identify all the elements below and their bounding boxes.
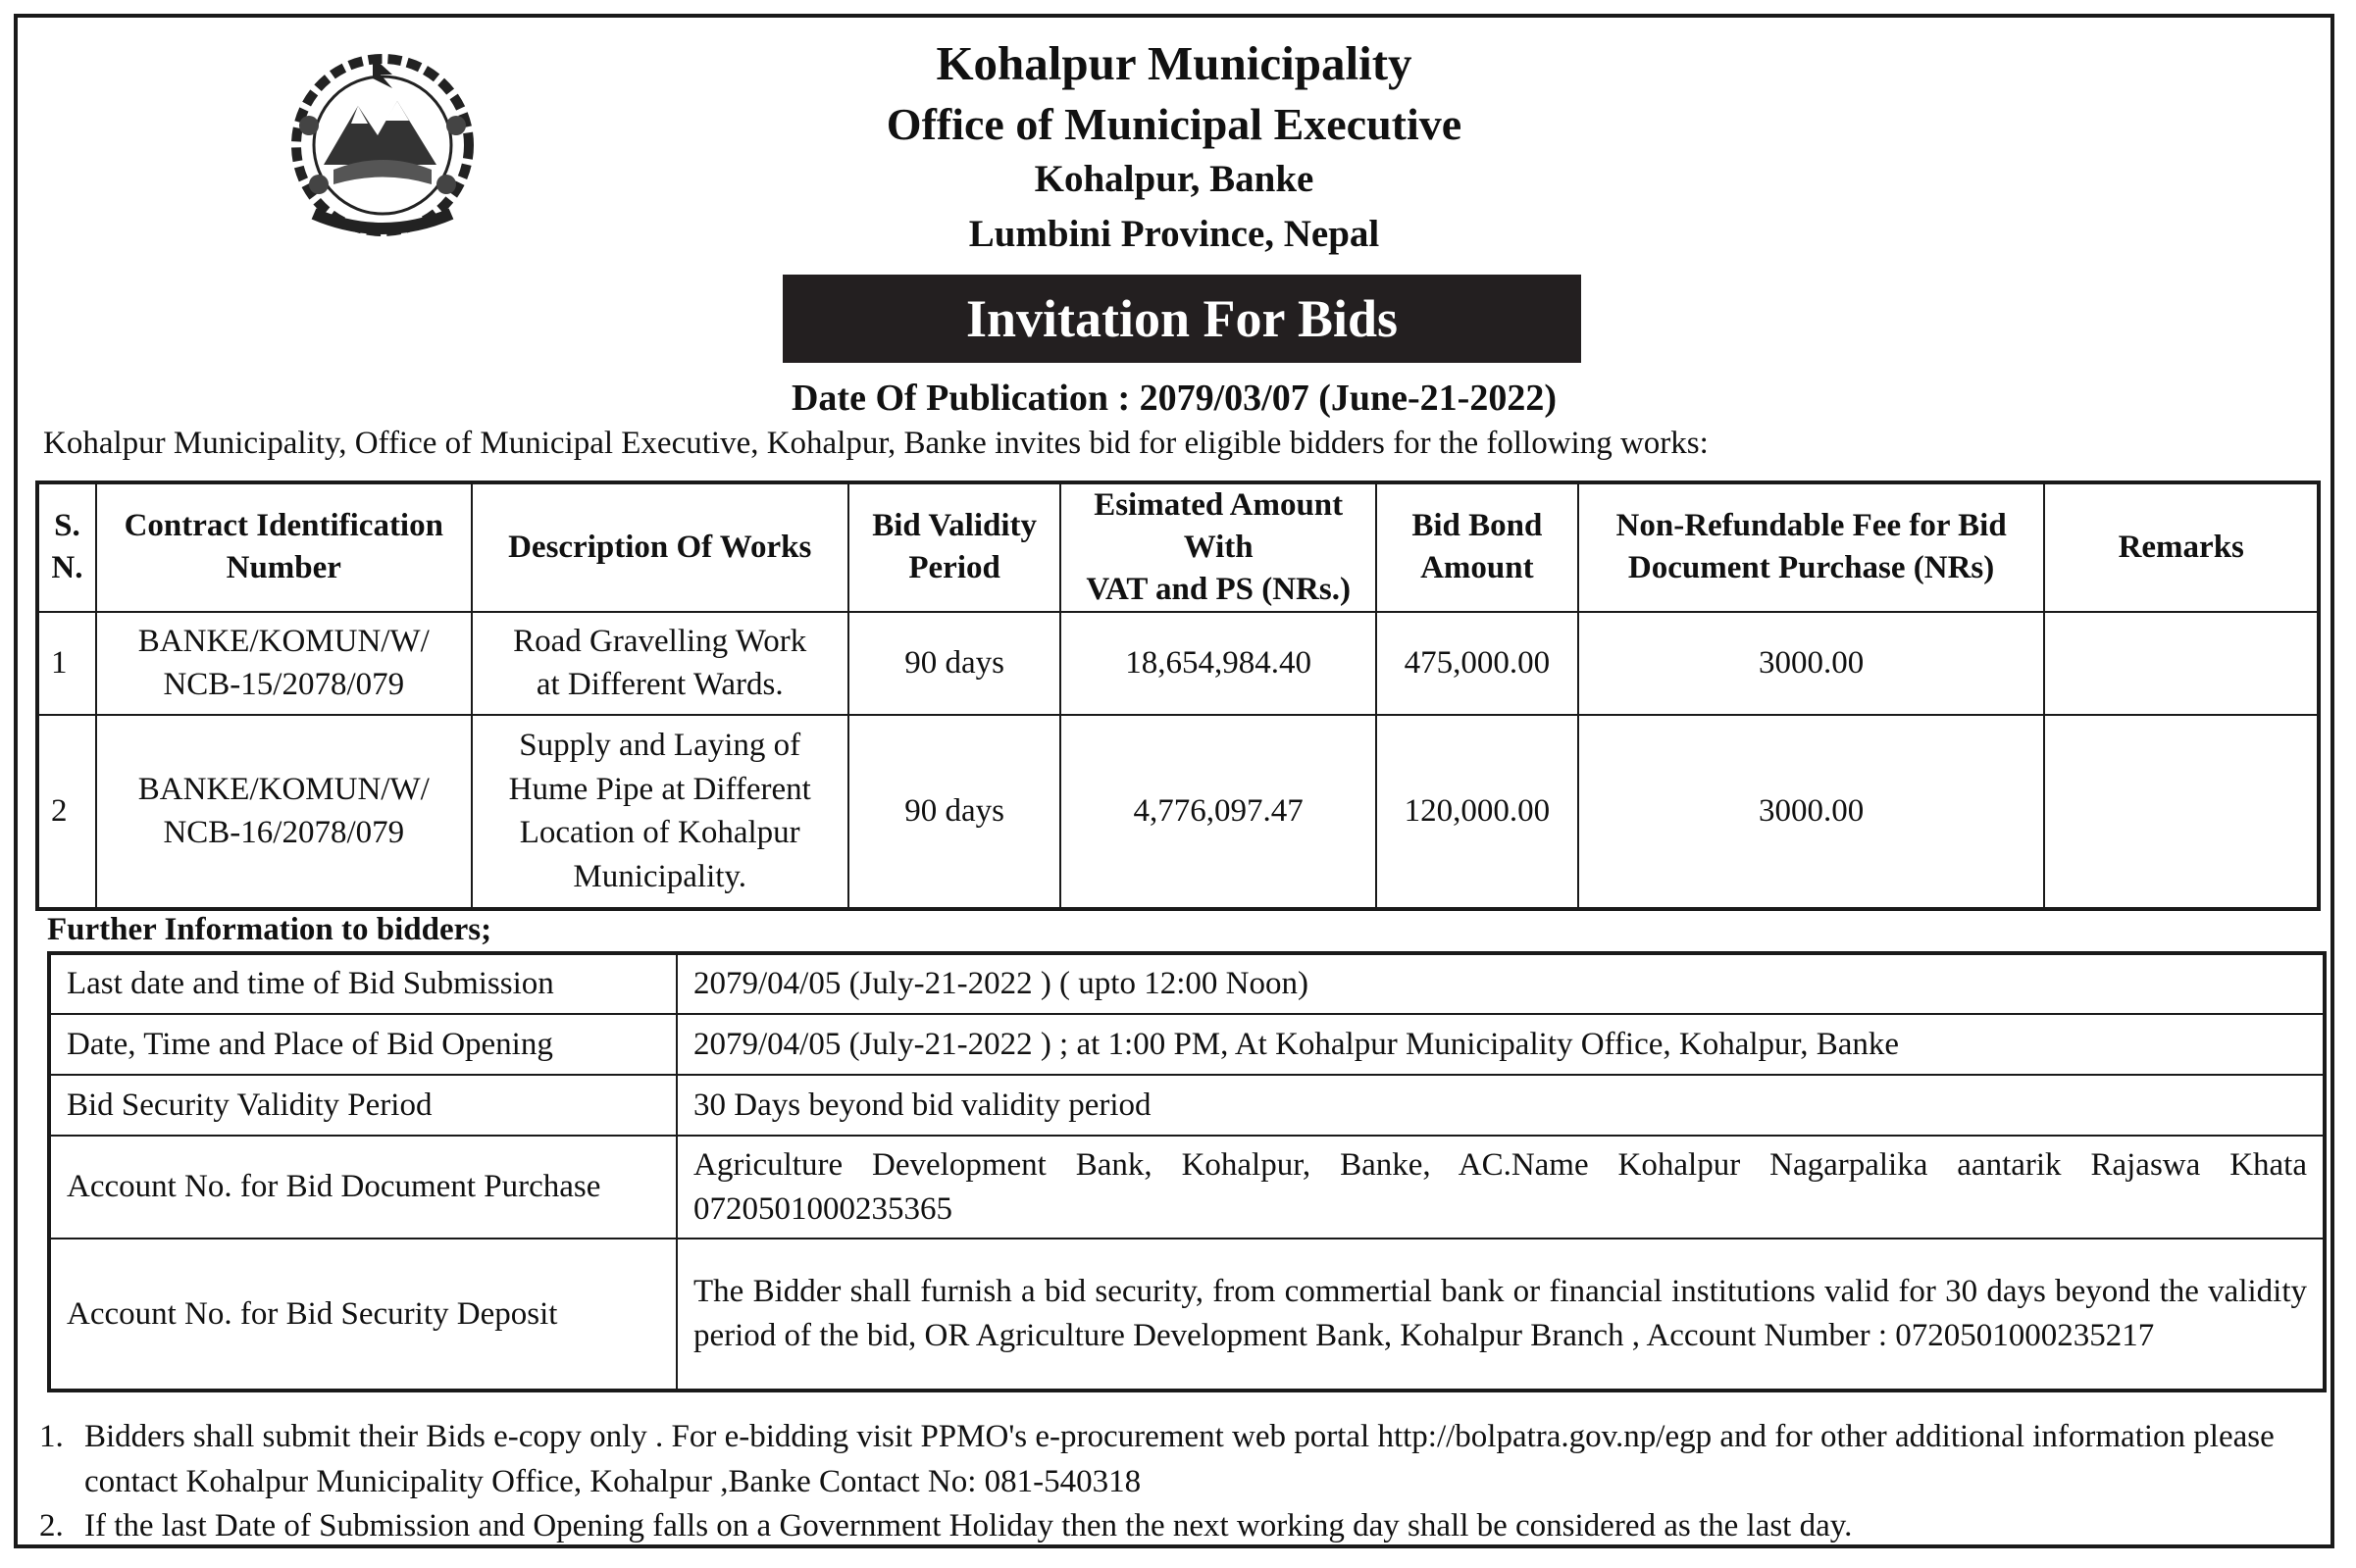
cell-remarks [2044, 715, 2319, 909]
office-name: Office of Municipal Executive [886, 99, 1462, 149]
header-sn: S. N. [37, 482, 96, 612]
header-contract-id: Contract Identification Number [96, 482, 472, 612]
info-row [49, 1239, 2325, 1391]
notice-title-banner: Invitation For Bids [783, 275, 1581, 363]
info-row [49, 953, 2325, 1014]
info-value: 2079/04/05 (July-21-2022 ) ; at 1:00 PM, At Kohalpur Municipality Office, Kohalpur, Banke [677, 1014, 2325, 1075]
cell-amount: 18,654,984.40 [1060, 612, 1376, 715]
cell-validity: 90 days [848, 612, 1061, 715]
header-description: Description Of Works [472, 482, 848, 612]
table-header-row [37, 482, 2319, 612]
header-bond: Bid Bond Amount [1376, 482, 1578, 612]
info-label: Account No. for Bid Security Deposit [49, 1239, 677, 1391]
info-value: The Bidder shall furnish a bid security, from commertial bank or financial institutions valid for 30 days beyond the validity period of the bid, OR Agriculture Development Bank, Kohalpur Branch , Account Number : 0720501000235217 [677, 1239, 2325, 1391]
cell-bond: 120,000.00 [1376, 715, 1578, 909]
notes-list [39, 1415, 2334, 1549]
info-value: 30 Days beyond bid validity period [677, 1075, 2325, 1136]
cell-amount: 4,776,097.47 [1060, 715, 1376, 909]
works-table [35, 481, 2321, 911]
info-label: Date, Time and Place of Bid Opening [49, 1014, 677, 1075]
info-label: Last date and time of Bid Submission [49, 953, 677, 1014]
bid-notice-page [14, 14, 2334, 1548]
cell-contract-id: BANKE/KOMUN/W/ NCB-16/2078/079 [96, 715, 472, 909]
cell-bond: 475,000.00 [1376, 612, 1578, 715]
info-row [49, 1075, 2325, 1136]
info-value: 2079/04/05 (July-21-2022 ) ( upto 12:00 Noon) [677, 953, 2325, 1014]
list-item [39, 1415, 2334, 1504]
header-remarks: Remarks [2044, 482, 2319, 612]
cell-description: Road Gravelling Work at Different Wards. [472, 612, 848, 715]
cell-sn: 1 [37, 612, 96, 715]
header-fee: Non-Refundable Fee for Bid Document Purchase (NRs) [1578, 482, 2045, 612]
cell-description: Supply and Laying of Hume Pipe at Different Location of Kohalpur Municipality. [472, 715, 848, 909]
cell-sn: 2 [37, 715, 96, 909]
info-label: Bid Security Validity Period [49, 1075, 677, 1136]
table-row [37, 612, 2319, 715]
further-info-title: Further Information to bidders; [47, 912, 492, 947]
cell-fee: 3000.00 [1578, 715, 2045, 909]
cell-validity: 90 days [848, 715, 1061, 909]
note-text: If the last Date of Submission and Opening falls on a Government Holiday then the next working day shall be considered as the last day. [84, 1508, 1853, 1544]
intro-text: Kohalpur Municipality, Office of Municipal Executive, Kohalpur, Banke invites bid for eligible bidders for the following works: [43, 426, 1709, 461]
note-text: Bidders shall submit their Bids e-copy only . For e-bidding visit PPMO's e-procurement web portal http://bolpatra.gov.np/egp and for other additional information please contact Kohalpur Municipality Office, Kohalpur ,Banke Contact No: 081-540318 [84, 1419, 2275, 1499]
further-info-table [47, 951, 2327, 1392]
header-validity: Bid Validity Period [848, 482, 1061, 612]
cell-remarks [2044, 612, 2319, 715]
list-item [39, 1504, 2334, 1549]
info-label: Account No. for Bid Document Purchase [49, 1136, 677, 1239]
municipality-name: Kohalpur Municipality [936, 36, 1412, 90]
info-row [49, 1136, 2325, 1239]
publication-date: Date Of Publication : 2079/03/07 (June-21-2022) [791, 378, 1557, 419]
office-location: Kohalpur, Banke [1034, 158, 1314, 200]
table-row [37, 715, 2319, 909]
info-value: Agriculture Development Bank, Kohalpur, Banke, AC.Name Kohalpur Nagarpalika aantarik Rajaswa Khata 0720501000235365 [677, 1136, 2325, 1239]
cell-fee: 3000.00 [1578, 612, 2045, 715]
header-amount: Esimated Amount With VAT and PS (NRs.) [1060, 482, 1376, 612]
info-row [49, 1014, 2325, 1075]
note-number: 2. [39, 1508, 64, 1544]
note-number: 1. [39, 1419, 64, 1454]
office-province: Lumbini Province, Nepal [968, 213, 1380, 255]
cell-contract-id: BANKE/KOMUN/W/ NCB-15/2078/079 [96, 612, 472, 715]
